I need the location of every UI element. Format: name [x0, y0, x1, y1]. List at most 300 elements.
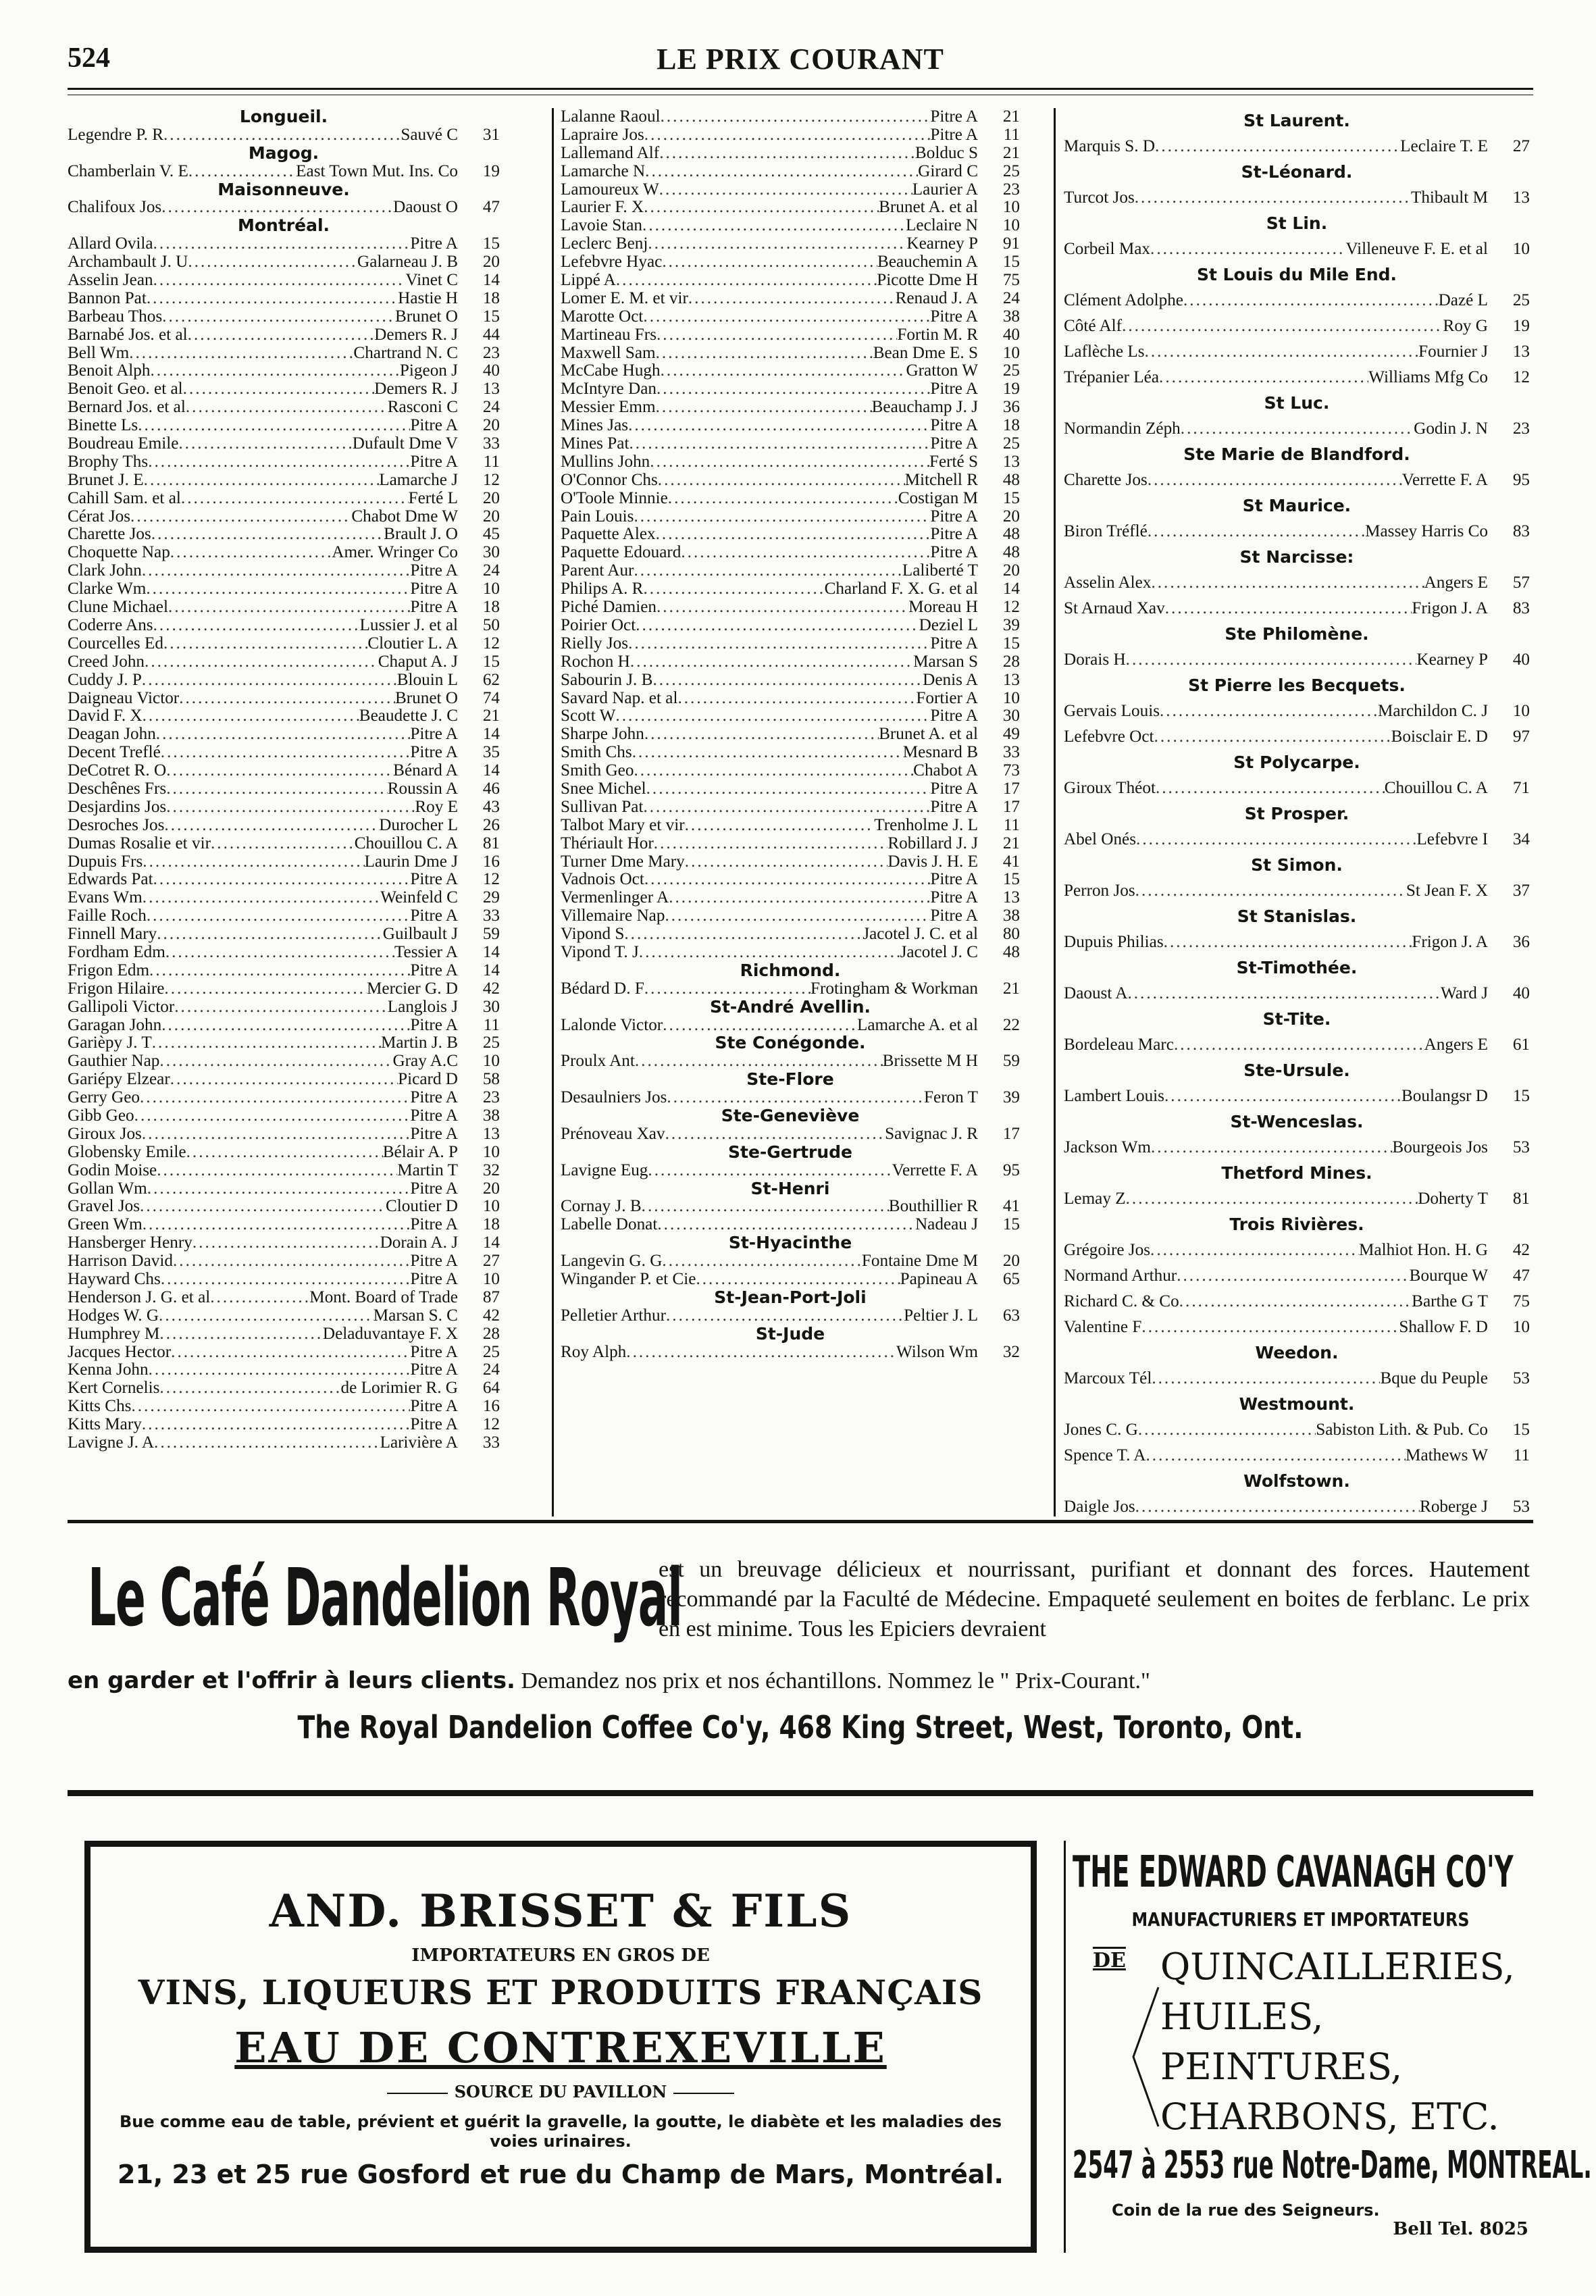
debtor-name: Spence T. A: [1064, 1446, 1146, 1464]
amount: 12: [482, 634, 500, 653]
listing-row: [68, 962, 500, 980]
listing-row: [68, 326, 500, 345]
listing-row: [68, 1017, 500, 1035]
amount: 44: [482, 326, 500, 344]
leader-dots: [650, 453, 929, 471]
leader-dots: [178, 435, 352, 453]
listing-row: [68, 508, 500, 526]
listing-column-1: [68, 108, 500, 1516]
locality-heading: St Narcisse:: [1239, 547, 1354, 567]
debtor-name: Dumas Rosalie et vir: [68, 834, 211, 852]
creditor-name: Dorain A. J: [380, 1234, 458, 1252]
leader-dots: [134, 1107, 411, 1125]
listing-row: [68, 544, 500, 562]
locality-heading: St-Hyacinthe: [728, 1234, 852, 1253]
debtor-name: Kitts Chs: [68, 1398, 132, 1416]
listing-row: [561, 163, 1020, 181]
amount: 20: [1002, 507, 1020, 526]
locality-heading: St-Timothée.: [1236, 958, 1358, 977]
leader-dots: [152, 1034, 381, 1052]
debtor-name: Turner Dme Mary: [561, 852, 685, 871]
creditor-name: Roberge J: [1420, 1498, 1488, 1516]
leader-dots: [662, 253, 877, 272]
debtor-name: Lefebvre Oct: [1064, 728, 1154, 746]
listing-row: [68, 235, 500, 253]
creditor-name: Fournier J: [1418, 342, 1488, 361]
amount: 95: [1002, 1161, 1020, 1179]
amount: 24: [1002, 289, 1020, 307]
amount: 15: [1002, 253, 1020, 272]
cafe-advert-bold-text: en garder et l'offrir à leurs clients.: [68, 1667, 515, 1694]
debtor-name: Bernard Jos. et al: [68, 399, 186, 417]
creditor-name: Pitre A: [410, 725, 458, 744]
debtor-name: Gravel Jos: [68, 1198, 140, 1216]
creditor-name: Pitre A: [930, 907, 978, 925]
debtor-name: Jacques Hector: [68, 1343, 172, 1361]
creditor-name: Weinfeld C: [380, 889, 458, 907]
debtor-name: Coderre Ans: [68, 616, 153, 634]
listing-row: [68, 1325, 500, 1344]
amount: 49: [1002, 725, 1020, 744]
amount: 32: [482, 1161, 500, 1179]
listing-row: [68, 1361, 500, 1379]
listing-row: [561, 690, 1020, 708]
creditor-name: Langlois J: [387, 998, 458, 1016]
locality-heading: St Prosper.: [1244, 804, 1349, 823]
amount: 47: [1512, 1267, 1530, 1285]
locality-heading: St-Jude: [755, 1325, 825, 1344]
leader-dots: [161, 1017, 410, 1035]
debtor-name: Garagan John: [68, 1016, 162, 1034]
locality-heading: St Louis du Mile End.: [1196, 265, 1397, 284]
leader-dots: [1122, 313, 1443, 339]
amount: 10: [482, 1198, 500, 1216]
listing-row: [68, 562, 500, 580]
amount: 25: [1002, 162, 1020, 180]
listing-row: [561, 617, 1020, 635]
debtor-name: Archambault J. U: [68, 253, 188, 272]
listing-row: [68, 345, 500, 363]
leader-dots: [652, 671, 923, 690]
listing-row: [68, 907, 500, 925]
leader-dots: [657, 380, 930, 399]
debtor-name: Leclerc Benj: [561, 235, 648, 253]
leader-dots: [142, 562, 410, 580]
debtor-name: Poirier Oct: [561, 616, 636, 634]
leader-dots: [636, 617, 919, 635]
creditor-name: Pitre A: [410, 1343, 458, 1361]
amount: 48: [1002, 943, 1020, 961]
debtor-name: Gerry Geo: [68, 1089, 140, 1107]
amount: 75: [1002, 272, 1020, 290]
amount: 21: [1002, 108, 1020, 126]
listing-row: [561, 835, 1020, 853]
amount: 71: [1512, 779, 1530, 797]
amount: 91: [1002, 235, 1020, 253]
leader-dots: [1145, 339, 1419, 365]
amount: 61: [1512, 1036, 1530, 1054]
brace-icon: [1128, 1986, 1162, 2128]
debtor-name: Vermenlinger A: [561, 889, 669, 907]
listing-row: [1064, 1417, 1530, 1443]
listing-row: [561, 925, 1020, 944]
debtor-name: Piché Damien: [561, 598, 657, 617]
leader-dots: [626, 1344, 896, 1362]
listing-row: [68, 1144, 500, 1162]
amount: 14: [482, 943, 500, 961]
amount: 23: [482, 344, 500, 362]
creditor-name: Jacotel J. C. et al: [863, 925, 978, 944]
creditor-name: Beauchemin A: [877, 253, 978, 272]
leader-dots: [1177, 1263, 1409, 1289]
cavanagh-corner: Coin de la rue des Seigneurs.: [1112, 2201, 1380, 2220]
creditor-name: Pitre A: [410, 453, 458, 471]
amount: 30: [482, 998, 500, 1016]
creditor-name: Brunet A. et al: [879, 725, 978, 744]
leader-dots: [153, 235, 411, 253]
leader-dots: [644, 199, 879, 217]
listing-row: [561, 417, 1020, 435]
creditor-name: Daoust O: [393, 199, 458, 217]
listing-row: [1064, 1186, 1530, 1212]
listing-row: [561, 762, 1020, 780]
listing-row: [561, 1307, 1020, 1325]
locality-heading: St Stanislas.: [1237, 907, 1357, 926]
creditor-name: Larivière A: [380, 1434, 458, 1452]
debtor-name: Bannon Pat: [68, 289, 147, 307]
debtor-name: Sullivan Pat: [561, 798, 644, 816]
debtor-name: Roy Alph: [561, 1343, 627, 1361]
amount: 47: [482, 199, 500, 217]
debtor-name: Frigon Hilaire: [68, 979, 165, 998]
amount: 11: [1513, 1446, 1530, 1464]
listing-row: [561, 653, 1020, 671]
creditor-name: Massey Harris Co: [1365, 522, 1488, 540]
leader-dots: [645, 163, 918, 181]
debtor-name: Lamoureux W: [561, 180, 659, 199]
debtor-name: Vadnois Oct: [561, 871, 644, 889]
amount: 53: [1512, 1369, 1530, 1387]
debtor-name: Brunet J. E: [68, 471, 144, 489]
listing-row: [561, 707, 1020, 725]
listing-row: [68, 598, 500, 617]
leader-dots: [643, 798, 930, 817]
creditor-name: Bouthillier R: [888, 1198, 978, 1216]
amount: 19: [1002, 380, 1020, 399]
debtor-name: Lefebvre Hyac: [561, 253, 663, 272]
creditor-name: Leclaire T. E: [1400, 137, 1488, 155]
listing-row: [1064, 1135, 1530, 1160]
debtor-name: Clément Adolphe: [1064, 291, 1183, 309]
creditor-name: Cloutier D: [385, 1198, 458, 1216]
debtor-name: Asselin Jean: [68, 272, 153, 290]
amount: 10: [1002, 217, 1020, 235]
amount: 62: [482, 671, 500, 689]
amount: 59: [482, 925, 500, 944]
listing-row: [561, 290, 1020, 308]
listing-row: [561, 907, 1020, 925]
debtor-name: Bell Wm: [68, 344, 130, 362]
amount: 33: [482, 435, 500, 453]
leader-dots: [1135, 1494, 1420, 1520]
debtor-name: Chalifoux Jos: [68, 199, 162, 217]
amount: 21: [1002, 834, 1020, 852]
debtor-name: Daigle Jos: [1064, 1498, 1135, 1516]
amount: 13: [1002, 671, 1020, 689]
amount: 22: [1002, 1016, 1020, 1034]
creditor-name: Mercier G. D: [367, 979, 458, 998]
cavanagh-item: QUINCAILLERIES,: [1160, 1945, 1515, 1988]
leader-dots: [656, 345, 873, 363]
debtor-name: Binette Ls: [68, 417, 138, 435]
leader-dots: [173, 1252, 410, 1271]
leader-dots: [1174, 1032, 1424, 1058]
listing-row: [68, 1271, 500, 1289]
debtor-name: Desjardins Jos: [68, 798, 167, 816]
creditor-name: Pitre A: [410, 1416, 458, 1434]
debtor-name: Cornay J. B: [561, 1198, 642, 1216]
creditor-name: Angers E: [1424, 1036, 1488, 1054]
creditor-name: Ferté L: [408, 489, 458, 507]
debtor-name: Laflèche Ls: [1064, 342, 1145, 361]
debtor-name: Gariépy Elzear: [68, 1071, 170, 1089]
leader-dots: [174, 998, 388, 1017]
leader-dots: [153, 272, 406, 290]
amount: 80: [1002, 925, 1020, 944]
listing-column-2: [561, 108, 1020, 1516]
creditor-name: Jacotel J. C: [900, 943, 978, 961]
debtor-name: Lalanne Raoul: [561, 108, 661, 126]
listing-row: [68, 1216, 500, 1234]
leader-dots: [643, 308, 930, 326]
debtor-name: Garièpy J. T: [68, 1034, 152, 1052]
cavanagh-address: 2547 à 2553 rue Notre-Dame, MONTREAL.: [1073, 2143, 1592, 2187]
debtor-name: McCabe Hugh: [561, 362, 661, 380]
creditor-name: Sauvé C: [401, 126, 458, 144]
leader-dots: [643, 580, 824, 598]
amount: 10: [482, 1271, 500, 1288]
listing-row: [1064, 981, 1530, 1006]
listing-row: [68, 490, 500, 508]
debtor-name: Clune Michael: [68, 598, 168, 617]
listing-row: [561, 1216, 1020, 1234]
cafe-advert-company: The Royal Dandelion Coffee Co'y, 468 King Street, West, Toronto, Ont.: [297, 1709, 1304, 1745]
creditor-name: Chaput A. J: [378, 653, 458, 671]
amount: 10: [1512, 1318, 1530, 1336]
creditor-name: Marchildon C. J: [1377, 702, 1488, 720]
debtor-name: Barbeau Thos: [68, 307, 163, 326]
creditor-name: Hastie H: [398, 289, 458, 307]
creditor-name: Beaudette J. C: [359, 707, 458, 725]
amount: 28: [482, 1325, 500, 1343]
debtor-name: Mullins John: [561, 453, 650, 471]
listing-row: [561, 598, 1020, 617]
creditor-name: Godin J. N: [1414, 419, 1488, 438]
amount: 20: [482, 507, 500, 526]
creditor-name: Marsan S: [913, 653, 978, 671]
leader-dots: [142, 671, 397, 690]
creditor-name: Pitre A: [410, 1179, 458, 1198]
amount: 48: [1002, 526, 1020, 544]
creditor-name: Mont. Board of Trade: [309, 1288, 458, 1306]
creditor-name: Mitchell R: [904, 471, 978, 489]
amount: 28: [1002, 653, 1020, 671]
listing-row: [561, 126, 1020, 145]
leader-dots: [161, 744, 411, 762]
listing-row: [1064, 288, 1530, 313]
locality-heading: St-Léonard.: [1241, 162, 1353, 182]
cafe-advert-continuation: [68, 1667, 1533, 1694]
listing-row: [68, 1052, 500, 1071]
leader-dots: [145, 653, 378, 671]
listing-row: [1064, 1083, 1530, 1109]
creditor-name: Cloutier L. A: [367, 634, 458, 653]
amount: 15: [1002, 489, 1020, 507]
amount: 34: [1512, 830, 1530, 848]
debtor-name: Normand Arthur: [1064, 1267, 1177, 1285]
leader-dots: [1148, 519, 1365, 544]
amount: 20: [1002, 1252, 1020, 1271]
amount: 39: [1002, 1089, 1020, 1107]
amount: 32: [1002, 1343, 1020, 1361]
debtor-name: Boudreau Emile: [68, 435, 179, 453]
leader-dots: [1141, 1315, 1399, 1340]
leader-dots: [156, 725, 411, 744]
listing-row: [68, 1180, 500, 1198]
brisset-source: SOURCE DU PAVILLON: [91, 2082, 1031, 2101]
leader-dots: [1181, 416, 1414, 442]
listing-row: [68, 1125, 500, 1144]
creditor-name: Roy E: [415, 798, 458, 816]
leader-dots: [166, 780, 388, 798]
listing-row: [1064, 570, 1530, 596]
amount: 10: [482, 1143, 500, 1161]
amount: 65: [1002, 1271, 1020, 1288]
leader-dots: [665, 907, 930, 925]
locality-heading: St Simon.: [1251, 855, 1343, 875]
creditor-name: Bque du Peuple: [1380, 1369, 1488, 1387]
amount: 18: [482, 289, 500, 307]
creditor-name: Denis A: [923, 671, 978, 689]
leader-dots: [669, 889, 930, 907]
creditor-name: Mathews W: [1406, 1446, 1488, 1464]
debtor-name: McIntyre Dan: [561, 380, 657, 399]
creditor-name: Laliberté T: [902, 562, 978, 580]
leader-dots: [179, 690, 395, 708]
debtor-name: Giroux Jos: [68, 1125, 142, 1143]
leader-dots: [144, 471, 380, 490]
creditor-name: Moreau H: [908, 598, 978, 617]
debtor-name: Clarke Wm: [68, 580, 147, 598]
amount: 11: [1003, 816, 1020, 834]
debtor-name: Edwards Pat: [68, 871, 153, 889]
locality-heading: Magog.: [248, 144, 319, 163]
locality-heading: Ste-Ursule.: [1243, 1061, 1350, 1080]
creditor-name: Dazé L: [1438, 291, 1488, 309]
amount: 20: [482, 489, 500, 507]
amount: 10: [1002, 689, 1020, 707]
leader-dots: [1145, 1443, 1406, 1469]
leader-dots: [624, 925, 863, 944]
section-rule: [68, 1520, 1533, 1523]
creditor-name: Pitre A: [930, 108, 978, 126]
amount: 25: [482, 1343, 500, 1361]
amount: 58: [482, 1071, 500, 1089]
listing-row: [68, 1089, 500, 1107]
brisset-name: AND. BRISSET & FILS: [269, 1885, 852, 1937]
leader-dots: [1148, 467, 1402, 493]
listing-row: [68, 399, 500, 417]
creditor-name: Mesnard B: [902, 744, 978, 762]
listing-row: [68, 253, 500, 272]
listing-row: [561, 725, 1020, 744]
leader-dots: [140, 1198, 386, 1216]
debtor-name: Allard Ovila: [68, 235, 153, 253]
creditor-name: Frotingham & Workman: [810, 979, 978, 998]
creditor-name: Pitre A: [930, 634, 978, 653]
debtor-name: Clark John: [68, 562, 142, 580]
amount: 17: [1002, 798, 1020, 816]
cavanagh-item: PEINTURES,: [1160, 2045, 1403, 2088]
debtor-name: Lapraire Jos: [561, 126, 644, 144]
leader-dots: [149, 962, 410, 980]
amount: 23: [1512, 419, 1530, 438]
creditor-name: Brissette M H: [882, 1052, 978, 1071]
debtor-name: Sabourin J. B: [561, 671, 653, 689]
debtor-name: Villemaire Nap: [561, 907, 665, 925]
amount: 25: [1002, 435, 1020, 453]
creditor-name: Boisclair E. D: [1391, 728, 1488, 746]
listing-row: [68, 417, 500, 435]
debtor-name: Faille Roch: [68, 907, 147, 925]
amount: 20: [482, 253, 500, 272]
leader-dots: [153, 871, 411, 889]
creditor-name: Picard D: [398, 1071, 458, 1089]
listing-row: [1064, 416, 1530, 442]
leader-dots: [1126, 1186, 1418, 1212]
amount: 36: [1512, 933, 1530, 951]
amount: 36: [1002, 399, 1020, 417]
leader-dots: [667, 1089, 924, 1107]
listing-row: [68, 690, 500, 708]
listing-row: [1064, 1494, 1530, 1520]
cavanagh-telephone: Bell Tel. 8025: [1393, 2219, 1528, 2239]
amount: 10: [482, 580, 500, 598]
leader-dots: [646, 780, 931, 798]
leader-dots: [159, 1052, 392, 1071]
debtor-name: Perron Jos: [1064, 882, 1135, 900]
debtor-name: Fordham Edm: [68, 943, 165, 961]
creditor-name: Doherty T: [1418, 1190, 1488, 1208]
creditor-name: Savignac J. R: [885, 1125, 978, 1143]
debtor-name: Humphrey M: [68, 1325, 160, 1343]
amount: 30: [1002, 707, 1020, 725]
leader-dots: [138, 417, 410, 435]
creditor-name: Frigon J. A: [1412, 599, 1488, 617]
locality-heading: Westmount.: [1239, 1394, 1355, 1414]
debtor-name: Dupuis Frs: [68, 852, 143, 871]
leader-dots: [632, 744, 903, 762]
cavanagh-item: CHARBONS, ETC.: [1160, 2095, 1499, 2138]
listing-row: [561, 562, 1020, 580]
creditor-name: Wilson Wm: [896, 1343, 978, 1361]
listing-row: [1064, 519, 1530, 544]
debtor-name: Parent Aur: [561, 562, 634, 580]
creditor-name: Bourque W: [1409, 1267, 1488, 1285]
locality-heading: St-Henri: [750, 1179, 830, 1198]
amount: 33: [1002, 744, 1020, 762]
amount: 64: [482, 1379, 500, 1398]
